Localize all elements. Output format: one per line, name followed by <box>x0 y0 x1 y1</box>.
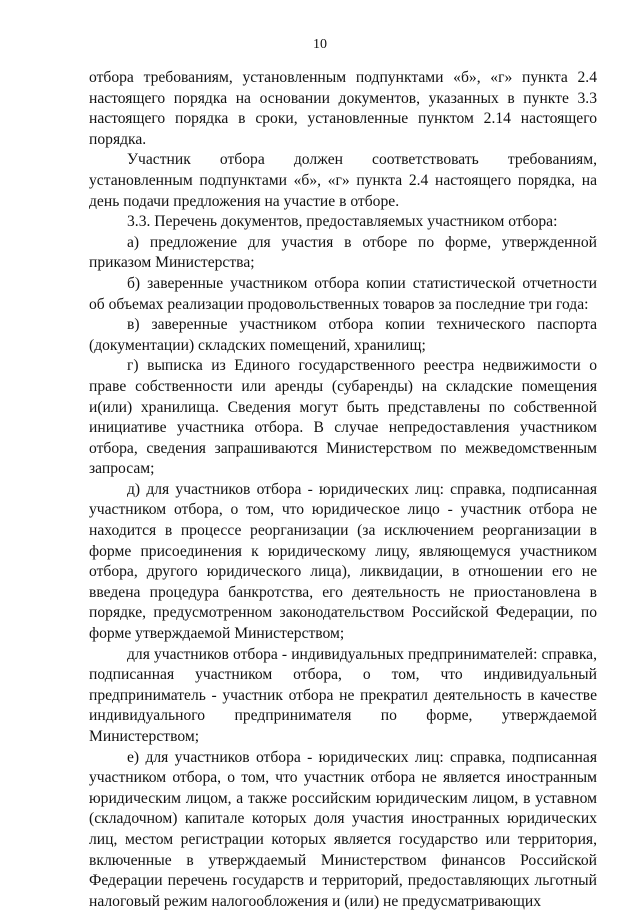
list-item-v: в) заверенные участником отбора копии технического паспорта (документации) складских помещений, хранилищ; <box>89 316 597 354</box>
list-item-a: а) предложение для участия в отборе по форме, утвержденной приказом Министерства; <box>89 233 597 272</box>
document-body <box>89 68 597 912</box>
list-item-g: г) выписка из Единого государственного реестра недвижимости о праве собственности или аренды (субаренды) на складские помещения и(или) хранилища. Сведения могут быть представлены по собственной инициативе участника отбора. В случае непредоставления участником отбора, сведения запрашиваются Министерством по межведомственным запросам; <box>89 357 597 478</box>
page-number: 10 <box>313 37 327 52</box>
list-item-b: б) заверенные участником отбора копии статистической отчетности об объемах реализации продовольственных товаров за последние три года: <box>89 274 597 313</box>
paragraph-participant-requirements: Участник отбора должен соответствовать требованиям, установленным подпунктами «б», «г» пункта 2.4 настоящего порядка, на день подачи предложения на участие в отборе. <box>89 151 597 210</box>
paragraph-section-3-3: 3.3. Перечень документов, предоставляемых участником отбора: <box>127 213 558 231</box>
paragraph-individual-entrepreneurs: для участников отбора - индивидуальных предпринимателей: справка, подписанная участником отбора, о том, что индивидуальный предприниматель - участник отбора не прекратил деятельность в качестве индивидуального предпринимателя по форме, утверждаемой Министерством; <box>89 645 597 745</box>
list-item-d: д) для участников отбора - юридических лиц: справка, подписанная участником отбора, о том, что юридическое лицо - участник отбора не находится в процессе реорганизации (за исключением реорганизации в форме присоединения к юридическому лицу, являющемуся участником отбора, другого юридического лица), ликвидации, в отношении его не введена процедура банкротства, его деятельность не приостановлена в порядке, предусмотренном законодательством Российской Федерации, по форме утверждаемой Министерством; <box>89 480 597 643</box>
list-item-e: е) для участников отбора - юридических лиц: справка, подписанная участником отбора, о том, что участник отбора не является иностранным юридическим лицом, а также российским юридическим лицом, в уставном (складочном) капитале которых доля участия иностранных юридических лиц, местом регистрации которых является государство или территория, включенные в утверждаемый Министерством финансов Российской Федерации перечень государств и территорий, предоставляющих льготный налоговый режим налогообложения и (или) не предусматривающих <box>89 748 597 910</box>
paragraph-continuation: отбора требованиям, установленным подпунктами «б», «г» пункта 2.4 настоящего порядка на основании документов, указанных в пункте 3.3 настоящего порядка в сроки, установленные пунктом 2.14 настоящего порядка. <box>89 69 597 148</box>
